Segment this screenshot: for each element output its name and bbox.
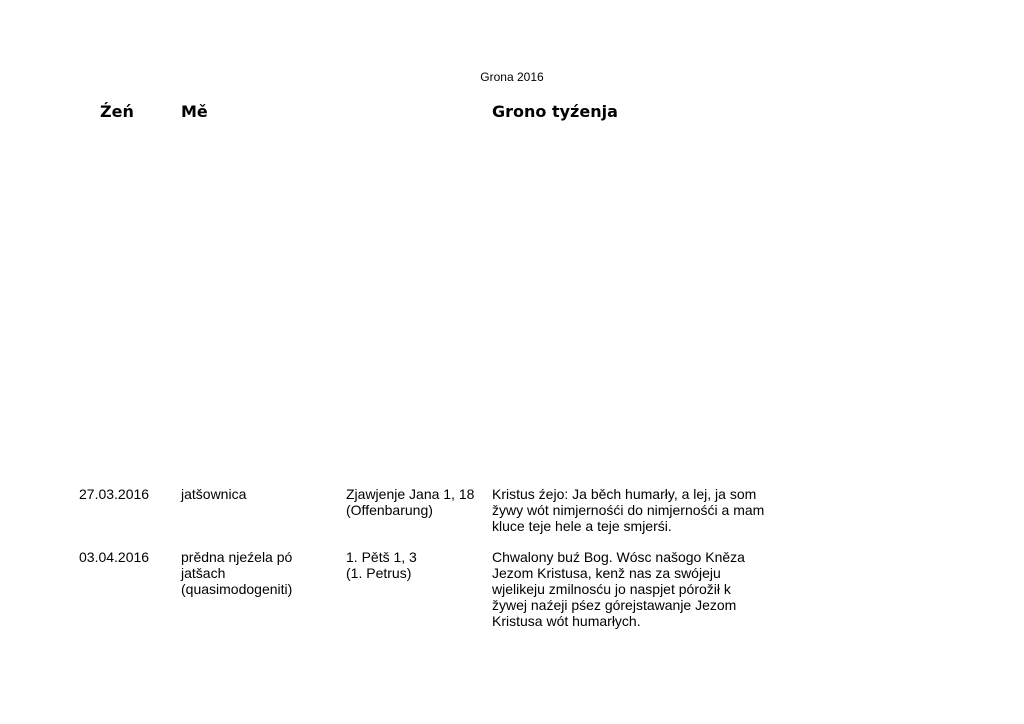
row-name: prědna njeźela pó jatšach (quasimodogeniti) [181, 549, 293, 597]
row-name: jatšownica [181, 486, 247, 502]
row-reference: Zjawjenje Jana 1, 18 (Offenbarung) [346, 486, 475, 518]
column-header-date: Źeń [100, 102, 134, 121]
row-text: Kristus źejo: Ja běch humarły, a lej, ja som žywy wót nimjernośći do nimjernośći a mam kluce teje hele a teje smjerśi. [492, 486, 765, 534]
column-header-text: Grono tyźenja [492, 102, 618, 121]
row-date: 03.04.2016 [79, 549, 150, 565]
row-date: 27.03.2016 [79, 486, 150, 502]
row-reference: 1. Pětš 1, 3 (1. Petrus) [346, 549, 417, 581]
document-title: Grona 2016 [480, 70, 544, 84]
row-text: Chwalony buź Bog. Wósc našogo Kněza Jezom Kristusa, kenž nas za swójeju wjelikeju zmilnosću jo naspjet pórožił k žywej naźeji pśez górejstawanje Jezom Kristusa wót humarłych. [492, 549, 745, 629]
column-header-name: Mě [181, 102, 208, 121]
